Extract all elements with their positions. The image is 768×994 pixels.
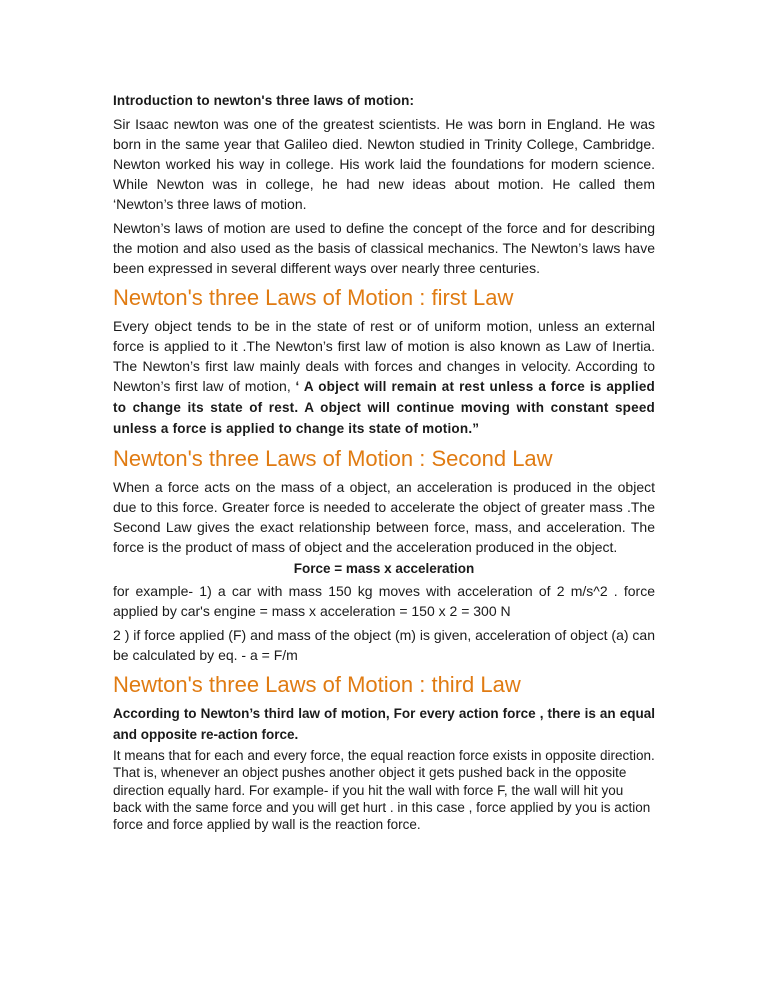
second-law-example-1: for example- 1) a car with mass 150 kg moves with acceleration of 2 m/s^2 . force applied by car's engine = mass x acceleration = 150 x 2 = 300 N (113, 583, 655, 619)
first-law-paragraph (113, 316, 655, 439)
intro-paragraph-2: Newton’s laws of motion are used to define the concept of the force and for describing the motion and also used as the basis of classical mechanics. The Newton’s laws have been expressed in several different ways over nearly three centuries. (113, 220, 655, 276)
document-page (113, 92, 655, 833)
third-law-paragraph: It means that for each and every force, the equal reaction force exists in opposite direction. That is, whenever an object pushes another object it gets pushed back in the opposite direction equally hard. For example- if you hit the wall with force F, the wall will hit you back with the same force and you will get hurt . in this case , force applied by you is action force and force applied by wall is the reaction force. (113, 748, 655, 833)
intro-heading: Introduction to newton's three laws of motion: (113, 93, 415, 108)
first-law-bold-statement: ‘ A object will remain at rest unless a force is applied to change its state of rest. A object will continue moving with constant speed unless a force is applied to change its state of motion.” (113, 379, 656, 436)
second-law-paragraph: When a force acts on the mass of a object, an acceleration is produced in the object due to this force. Greater force is needed to accelerate the object of greater mass .The Second Law gives the exact relationship between force, mass, and acceleration. The force is the product of mass of object and the acceleration produced in the object. (113, 479, 655, 555)
second-law-title: Newton's three Laws of Motion : Second Law (113, 446, 553, 471)
first-law-title: Newton's three Laws of Motion : first Law (113, 285, 514, 310)
third-law-title: Newton's three Laws of Motion : third Law (113, 672, 521, 697)
first-law-text: Every object tends to be in the state of rest or of uniform motion, unless an external force is applied to it .The Newton’s first law of motion is also known as Law of Inertia. The Newton’s first law mainly deals with forces and changes in velocity. According to Newton’s first law of motion, (113, 318, 655, 394)
third-law-bold-statement: According to Newton’s third law of motion, For every action force , there is an equal and opposite re-action force. (113, 706, 655, 742)
second-law-example-2: 2 ) if force applied (F) and mass of the object (m) is given, acceleration of object (a) can be calculated by eq. - a = F/m (113, 627, 655, 663)
intro-paragraph-1: Sir Isaac newton was one of the greatest scientists. He was born in England. He was born in the same year that Galileo died. Newton studied in Trinity College, Cambridge. Newton worked his way in college. His work laid the foundations for modern science. While Newton was in college, he had new ideas about motion. He called them ‘Newton’s three laws of motion. (113, 116, 655, 212)
force-formula: Force = mass x acceleration (293, 561, 475, 576)
